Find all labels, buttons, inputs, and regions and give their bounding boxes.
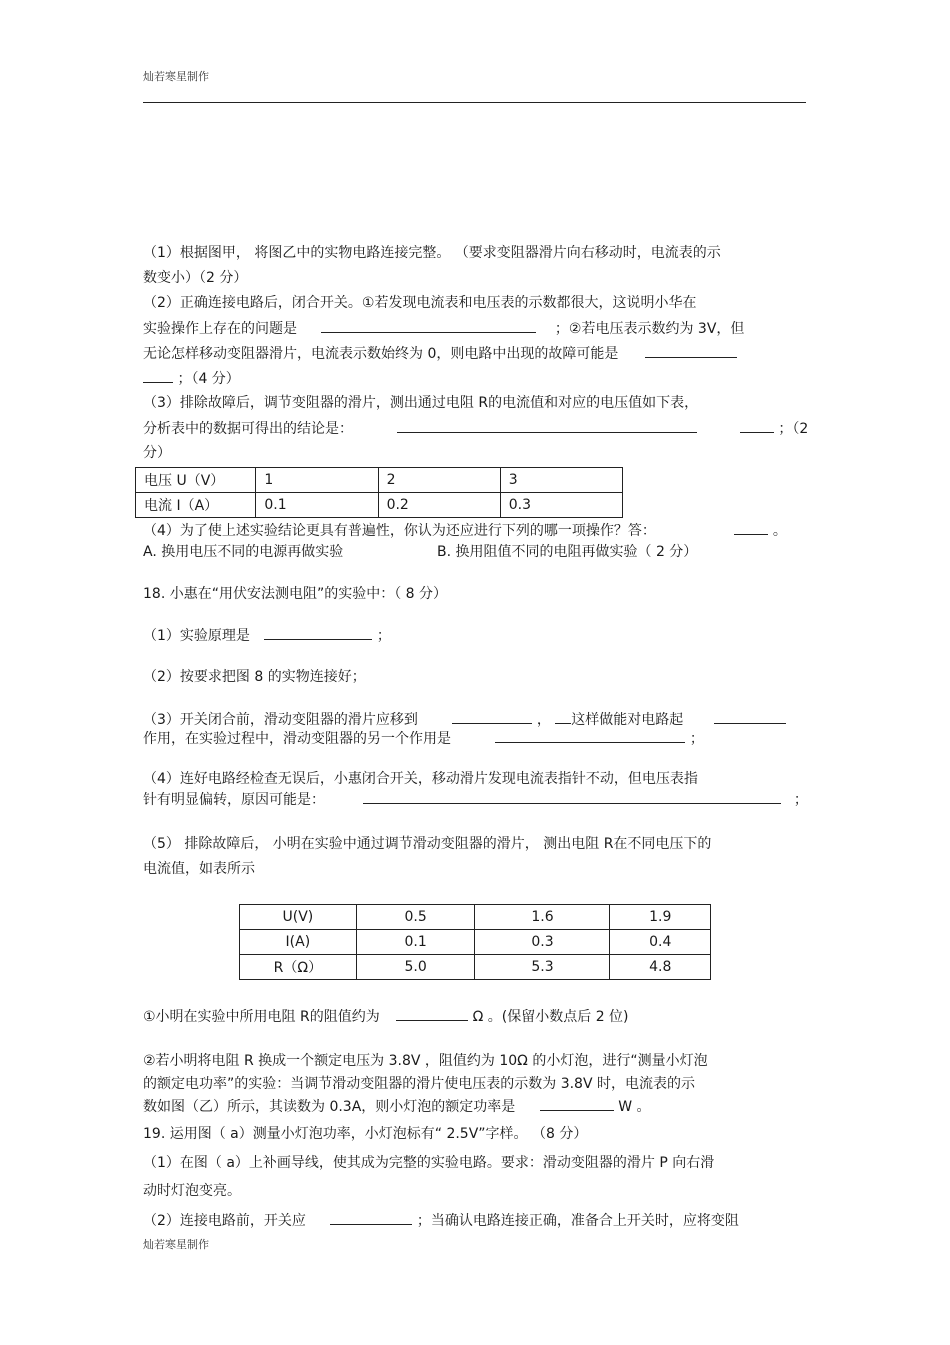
- q17-part4-end: 。: [772, 523, 787, 539]
- table-cell: 5.0: [356, 955, 475, 980]
- table-cell: 5.3: [475, 955, 610, 980]
- table-row: [240, 905, 711, 930]
- q17-part1-line1: （1）根据图甲， 将图乙中的实物电路连接完整。 （要求变阻器滑片向右移动时，电流表的示: [143, 245, 721, 261]
- page-header: 灿若寒星制作: [143, 70, 209, 83]
- table-cell: 0.3: [500, 493, 622, 518]
- q18-sub1-text: ①小明在实验中所用电阻 R的阻值约为: [143, 1009, 380, 1025]
- q17-part3-line3: 分）: [143, 445, 171, 461]
- q19-part2: [143, 1210, 739, 1231]
- q18-answer-blank-5[interactable]: [363, 789, 781, 804]
- table-cell: 0.1: [256, 493, 378, 518]
- table-cell: 0.4: [610, 930, 711, 955]
- q18-part1-text: （1）实验原理是: [143, 628, 250, 644]
- q18-part4-end: ；: [793, 792, 808, 808]
- q17-part4-text: （4）为了使上述实验结论更具有普遍性，你认为还应进行下列的哪一项操作？答：: [143, 523, 656, 539]
- q19-part1-line1: （1）在图（ a）上补画导线，使其成为完整的实验电路。要求：滑动变阻器的滑片 P 向右滑: [143, 1155, 715, 1171]
- q18-answer-blank-2b[interactable]: [555, 709, 571, 724]
- q18-answer-blank-3[interactable]: [714, 709, 786, 724]
- q18-part4-text: 针有明显偏转，原因可能是：: [143, 792, 325, 808]
- q17-answer-blank-3[interactable]: [397, 418, 697, 433]
- q17-data-table: [135, 467, 623, 518]
- q17-part4-line1: [143, 520, 787, 541]
- q17-part2-text2: ；②若电压表示数约为 3V，但: [554, 321, 745, 337]
- q17-answer-blank-4[interactable]: [734, 520, 768, 535]
- q18-answer-blank-1[interactable]: [264, 625, 372, 640]
- q18-sub2-line3: [143, 1096, 651, 1117]
- q17-part2-text3: 无论怎样移动变阻器滑片，电流表示数始终为 0，则电路中出现的故障可能是: [143, 346, 619, 362]
- table-cell: 3: [500, 468, 622, 493]
- q18-part3-text3: 作用，在实验过程中，滑动变阻器的另一个作用是: [143, 731, 451, 747]
- q18-sub2-line2: 的额定电功率”的实验：当调节滑动变阻器的滑片使电压表的示数为 3.8V 时，电流表的示: [143, 1076, 695, 1092]
- q17-part2-text4: ；（4 分）: [177, 371, 240, 387]
- q17-part2-line2: [143, 318, 744, 339]
- table-row: [240, 955, 711, 980]
- q18-answer-blank-6[interactable]: [396, 1006, 468, 1021]
- q18-sub2-end: W 。: [618, 1099, 651, 1115]
- q17-part1-line2: 数变小）（2 分）: [143, 270, 248, 286]
- q17-part3-line2: [143, 418, 808, 439]
- q18-part3-comma: ，: [536, 712, 551, 728]
- q19-part1-line2: 动时灯泡变亮。: [143, 1183, 241, 1199]
- table-cell: 电压 U（V）: [136, 468, 256, 493]
- q17-part2-line1: （2）正确连接电路后，闭合开关。①若发现电流表和电压表的示数都很大，这说明小华在: [143, 295, 697, 311]
- table-cell: 电流 I（A）: [136, 493, 256, 518]
- q17-part2-text: 实验操作上存在的问题是: [143, 321, 297, 337]
- table-row: [136, 493, 623, 518]
- q18-part4-line2: [143, 789, 808, 810]
- table-cell: 0.3: [475, 930, 610, 955]
- q19-part2-text: （2）连接电路前，开关应: [143, 1213, 306, 1229]
- q18-part5-line2: 电流值，如表所示: [143, 861, 255, 877]
- q17-answer-blank-3b[interactable]: [740, 418, 774, 433]
- q18-part4-line1: （4）连好电路经检查无误后，小惠闭合开关，移动滑片发现电流表指针不动，但电压表指: [143, 771, 698, 787]
- q18-part3-end: ；: [689, 731, 704, 747]
- q18-title: 18. 小惠在“用伏安法测电阻”的实验中：（ 8 分）: [143, 586, 448, 602]
- q17-option-b: B. 换用阻值不同的电阻再做实验（ 2 分）: [437, 544, 698, 560]
- table-cell: R（Ω）: [240, 955, 357, 980]
- header-divider: [143, 102, 806, 103]
- q18-part3-line1: [143, 709, 786, 730]
- table-cell: 0.1: [356, 930, 475, 955]
- q18-sub2-line1: ②若小明将电阻 R 换成一个额定电压为 3.8V ，阻值约为 10Ω 的小灯泡，进行“测量小灯泡: [143, 1053, 708, 1069]
- q18-answer-blank-4[interactable]: [495, 728, 685, 743]
- table-cell: 2: [378, 468, 500, 493]
- q18-sub1-end: Ω 。(保留小数点后 2 位): [472, 1009, 629, 1025]
- q18-answer-blank-7[interactable]: [540, 1096, 614, 1111]
- table-cell: 1.6: [475, 905, 610, 930]
- table-cell: 0.2: [378, 493, 500, 518]
- q17-answer-blank-2[interactable]: [645, 343, 737, 358]
- page-footer: 灿若寒星制作: [143, 1238, 209, 1251]
- q18-part3-line2: [143, 728, 704, 749]
- q18-part5-line1: （5） 排除故障后， 小明在实验中通过调节滑动变阻器的滑片， 测出电阻 R在不同电压下的: [143, 836, 712, 852]
- q18-part3-text1: （3）开关闭合前，滑动变阻器的滑片应移到: [143, 712, 418, 728]
- q17-part3-text: 分析表中的数据可得出的结论是：: [143, 421, 353, 437]
- q19-answer-blank-1[interactable]: [330, 1210, 412, 1225]
- q18-part3-text2: 这样做能对电路起: [571, 712, 684, 728]
- table-cell: I(A): [240, 930, 357, 955]
- q19-title: 19. 运用图（ a）测量小灯泡功率，小灯泡标有“ 2.5V”字样。 （8 分）: [143, 1126, 588, 1142]
- q18-part1-end: ；: [376, 628, 391, 644]
- q17-part2-line4: [143, 368, 240, 389]
- q18-part1: [143, 625, 391, 646]
- table-cell: 4.8: [610, 955, 711, 980]
- q17-answer-blank-1[interactable]: [321, 318, 536, 333]
- q17-part3-line1: （3）排除故障后，调节变阻器的滑片，测出通过电阻 R的电流值和对应的电压值如下表，: [143, 395, 699, 411]
- q17-answer-blank-2b[interactable]: [143, 368, 173, 383]
- table-cell: 1.9: [610, 905, 711, 930]
- table-cell: U(V): [240, 905, 357, 930]
- q18-sub2-text: 数如图（乙）所示，其读数为 0.3A，则小灯泡的额定功率是: [143, 1099, 516, 1115]
- q18-sub1: [143, 1006, 629, 1027]
- q18-answer-blank-2[interactable]: [452, 709, 532, 724]
- table-row: [136, 468, 623, 493]
- table-row: [240, 930, 711, 955]
- q17-part3-text2: ；（2: [778, 421, 809, 437]
- q19-part2-text2: ；当确认电路连接正确，准备合上开关时，应将变阻: [416, 1213, 739, 1229]
- q18-data-table: [239, 904, 711, 980]
- q18-part2: （2）按要求把图 8 的实物连接好；: [143, 669, 366, 685]
- table-cell: 1: [256, 468, 378, 493]
- q17-option-a: A. 换用电压不同的电源再做实验: [143, 544, 344, 560]
- table-cell: 0.5: [356, 905, 475, 930]
- q17-part2-line3: [143, 343, 737, 364]
